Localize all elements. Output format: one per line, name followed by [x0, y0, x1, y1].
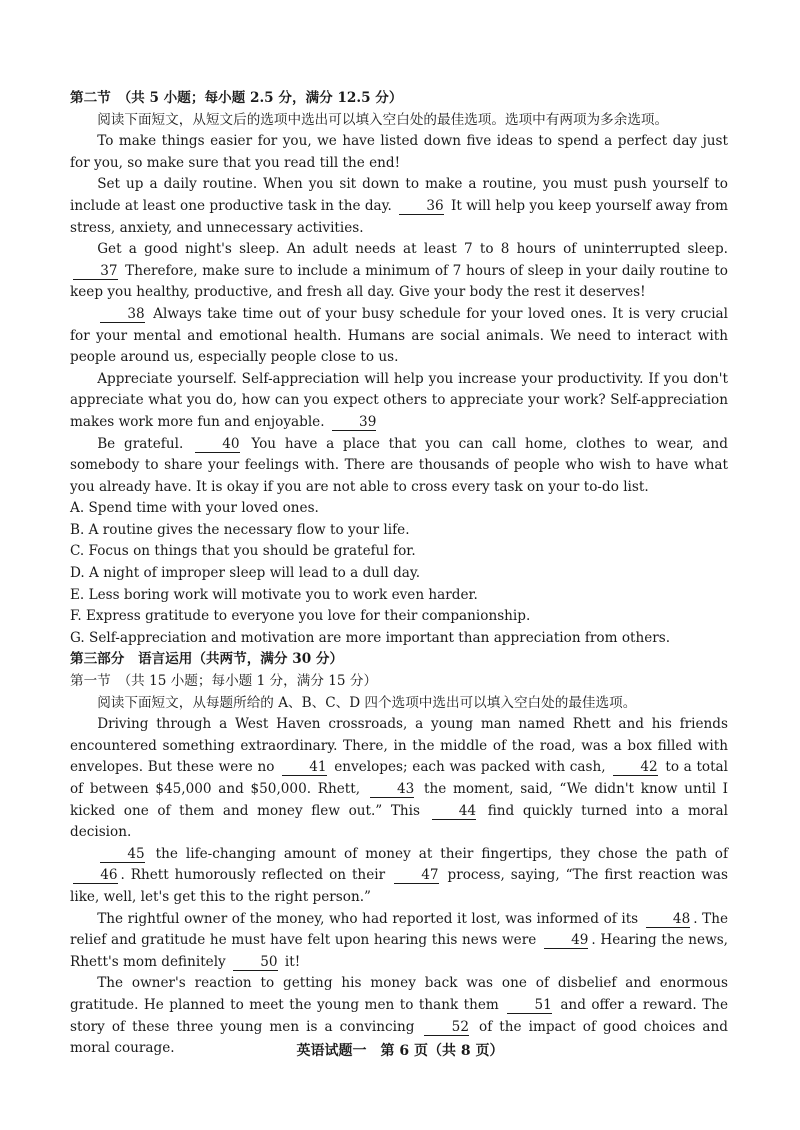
option-e: E. Less boring work will motivate you to work even harder.	[70, 586, 478, 603]
blank-37: 37	[73, 264, 118, 280]
blank-49: 49	[544, 933, 589, 949]
option-g: G. Self-appreciation and motivation are more important than appreciation from others.	[70, 629, 671, 646]
part3-instruction: 阅读下面短文，从每题所给的 A、B、C、D 四个选项中选出可以填入空白处的最佳选项。	[97, 694, 637, 711]
option-c: C. Focus on things that you should be grateful for.	[70, 543, 416, 560]
section2-header: 第二节 （共 5 小题；每小题 2.5 分，满分 12.5 分）	[70, 90, 403, 106]
blank-48: 48	[646, 912, 691, 928]
blank-38: 38	[100, 307, 145, 323]
blank-44: 44	[432, 804, 477, 820]
blank-36: 36	[399, 199, 444, 215]
options-list	[70, 498, 728, 649]
blank-42: 42	[613, 760, 658, 776]
blank-50: 50	[233, 955, 278, 971]
blank-46: 46	[73, 868, 118, 884]
blank-41: 41	[282, 760, 327, 776]
option-b: B. A routine gives the necessary flow to your life.	[70, 521, 410, 538]
blank-43: 43	[370, 782, 415, 798]
part3-section1-header: 第一节 （共 15 小题；每小题 1 分，满分 15 分）	[70, 673, 378, 690]
cloze-paragraph-2: 45 the life-changing amount of money at their fingertips, they chose the path of 46 . Rhett humorously reflected on their 47 process, saying, “The first reaction was like, well, let's get this to the right person.”	[70, 845, 729, 905]
passage-paragraph-2: Get a good night's sleep. An adult needs at least 7 to 8 hours of uninterrupted sleep. 37 Therefore, make sure to include a minimum of 7 hours of sleep in your daily routine to keep you healthy, productive, and fresh all day. Give your body the rest it deserves!	[70, 241, 728, 301]
blank-39: 39	[332, 415, 377, 431]
exam-page	[70, 88, 728, 1060]
blank-52: 52	[424, 1020, 469, 1036]
passage-intro: To make things easier for you, we have listed down five ideas to spend a perfect day just for you, so make sure that you read till the end!	[70, 133, 728, 171]
passage-paragraph-3: 38 Always take time out of your busy schedule for your loved ones. It is very crucial for your mental and emotional health. Humans are social animals. We need to interact with people around us, especially people close to us.	[70, 305, 728, 366]
section2-instruction: 阅读下面短文，从短文后的选项中选出可以填入空白处的最佳选项。选项中有两项为多余选项。	[97, 111, 669, 128]
passage-paragraph-1: Set up a daily routine. When you sit down to make a routine, you must push yourself to include at least one productive task in the day. 36 It will help you keep yourself away from stress, anxiety, and unnecessary activities.	[70, 176, 729, 236]
blank-40: 40	[195, 437, 240, 453]
page-footer: 英语试题一 第 6 页（共 8 页）	[296, 1043, 504, 1059]
cloze-paragraph-4: The owner's reaction to getting his money back was one of disbelief and enormous gratitude. He planned to meet the young men to thank them 51 and offer a reward. The story of these three young men is a convincing 52 of the impact of good choices and moral courage.	[70, 975, 729, 1057]
part3-header: 第三部分 语言运用（共两节，满分 30 分）	[70, 651, 344, 668]
option-f: F. Express gratitude to everyone you love for their companionship.	[70, 608, 531, 625]
blank-51: 51	[507, 998, 552, 1014]
option-d: D. A night of improper sleep will lead to a dull day.	[70, 565, 421, 582]
passage-paragraph-5: Be grateful. 40 You have a place that you can call home, clothes to wear, and somebody to share your feelings with. There are thousands of people who wish to have what you already have. It is okay if you are not able to cross every task on your to-do list.	[70, 435, 728, 495]
passage-paragraph-4: Appreciate yourself. Self-appreciation will help you increase your productivity. If you don't appreciate what you do, how can you expect others to appreciate your work? Self-appreciation makes work more fun and enjoyable. 39	[70, 370, 728, 430]
option-a: A. Spend time with your loved ones.	[70, 500, 319, 517]
blank-47: 47	[394, 868, 439, 884]
cloze-paragraph-1: Driving through a West Haven crossroads, a young man named Rhett and his friends encountered something extraordinary. There, in the middle of the road, was a box filled with envelopes. But these were no 41 envelopes; each was packed with cash, 42 to a total of between $45,000 and $50,000. Rhett, 43 the moment, said, “We didn't know until I kicked one of them and money flew out.” This 44 find quickly turned into a moral decision.	[70, 716, 729, 841]
cloze-paragraph-3: The rightful owner of the money, who had reported it lost, was informed of its 48 . The relief and gratitude he must have felt upon hearing this news were 49 . Hearing the news, Rhett's mom definitely 50 it!	[70, 910, 728, 970]
blank-45: 45	[100, 847, 145, 863]
